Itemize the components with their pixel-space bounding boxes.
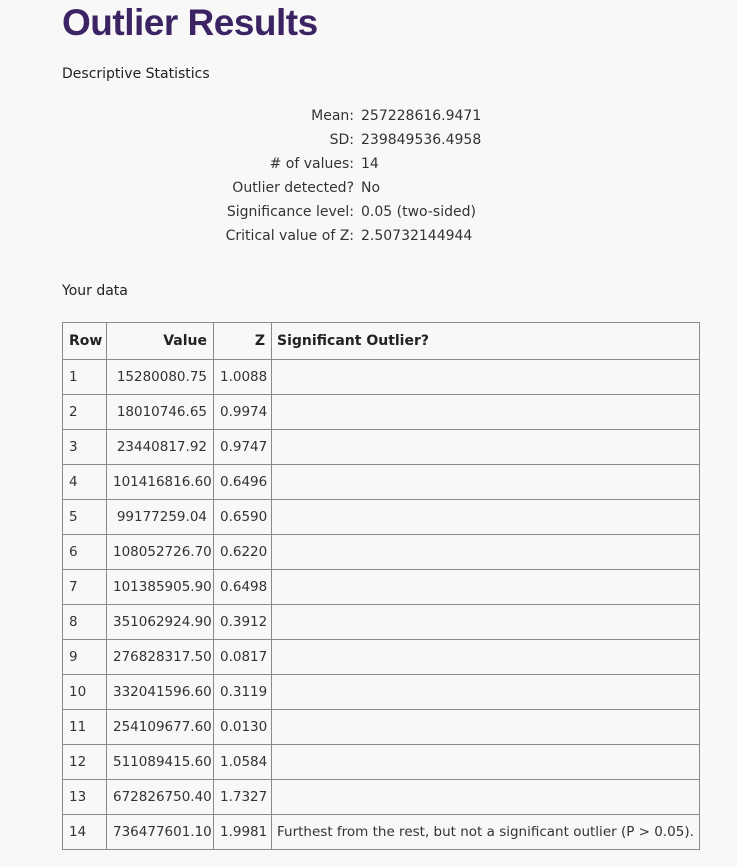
cell-row: 6 <box>63 535 107 570</box>
table-row <box>63 815 700 850</box>
header-value: Value <box>107 323 214 360</box>
stat-value: 239849536.4958 <box>361 132 482 148</box>
cell-row: 7 <box>63 570 107 605</box>
cell-row: 11 <box>63 710 107 745</box>
cell-value: 23440817.92 <box>107 430 214 465</box>
stat-value: No <box>361 180 381 196</box>
cell-row: 5 <box>63 500 107 535</box>
stat-label: Critical value of Z: <box>225 228 354 244</box>
cell-value: 511089415.60 <box>107 745 214 780</box>
cell-row: 12 <box>63 745 107 780</box>
table-row <box>63 780 700 815</box>
table-row <box>63 500 700 535</box>
cell-significant-outlier <box>272 570 700 605</box>
cell-row: 14 <box>63 815 107 850</box>
stat-label: # of values: <box>269 156 354 172</box>
table-row <box>63 605 700 640</box>
descriptive-stats-table <box>200 104 481 248</box>
cell-row: 2 <box>63 395 107 430</box>
table-row <box>63 430 700 465</box>
cell-significant-outlier <box>272 605 700 640</box>
cell-significant-outlier <box>272 395 700 430</box>
cell-value: 99177259.04 <box>107 500 214 535</box>
cell-significant-outlier <box>272 640 700 675</box>
cell-significant-outlier <box>272 360 700 395</box>
cell-value: 108052726.70 <box>107 535 214 570</box>
cell-value: 351062924.90 <box>107 605 214 640</box>
cell-significant-outlier <box>272 500 700 535</box>
cell-significant-outlier <box>272 465 700 500</box>
table-row <box>63 710 700 745</box>
cell-z: 0.3119 <box>214 675 272 710</box>
cell-value: 672826750.40 <box>107 780 214 815</box>
cell-significant-outlier <box>272 430 700 465</box>
cell-row: 8 <box>63 605 107 640</box>
stat-row <box>200 224 481 248</box>
stat-value: 14 <box>361 156 379 172</box>
table-row <box>63 570 700 605</box>
cell-row: 9 <box>63 640 107 675</box>
cell-z: 0.6590 <box>214 500 272 535</box>
cell-significant-outlier <box>272 710 700 745</box>
cell-z: 0.6220 <box>214 535 272 570</box>
cell-value: 101416816.60 <box>107 465 214 500</box>
stat-value: 257228616.9471 <box>361 108 482 124</box>
table-row <box>63 675 700 710</box>
cell-significant-outlier: Furthest from the rest, but not a significant outlier (P > 0.05). <box>272 815 700 850</box>
cell-z: 1.7327 <box>214 780 272 815</box>
stat-row <box>200 176 481 200</box>
stat-label: Outlier detected? <box>232 180 354 196</box>
cell-value: 18010746.65 <box>107 395 214 430</box>
cell-z: 0.0817 <box>214 640 272 675</box>
stat-label: Mean: <box>311 108 354 124</box>
stat-value: 2.50732144944 <box>361 228 473 244</box>
cell-z: 1.0584 <box>214 745 272 780</box>
cell-row: 1 <box>63 360 107 395</box>
table-row <box>63 360 700 395</box>
cell-value: 332041596.60 <box>107 675 214 710</box>
header-significant-outlier: Significant Outlier? <box>272 323 700 360</box>
cell-value: 15280080.75 <box>107 360 214 395</box>
table-row <box>63 395 700 430</box>
cell-z: 0.9974 <box>214 395 272 430</box>
cell-z: 0.9747 <box>214 430 272 465</box>
your-data-heading: Your data <box>62 283 128 299</box>
cell-z: 1.0088 <box>214 360 272 395</box>
stat-row <box>200 128 481 152</box>
table-header-row <box>63 323 700 360</box>
cell-row: 10 <box>63 675 107 710</box>
cell-value: 736477601.10 <box>107 815 214 850</box>
stat-row <box>200 200 481 224</box>
data-table <box>62 322 700 850</box>
cell-significant-outlier <box>272 675 700 710</box>
cell-row: 13 <box>63 780 107 815</box>
cell-significant-outlier <box>272 535 700 570</box>
cell-significant-outlier <box>272 780 700 815</box>
table-row <box>63 465 700 500</box>
cell-value: 276828317.50 <box>107 640 214 675</box>
stat-value: 0.05 (two-sided) <box>361 204 476 220</box>
cell-z: 1.9981 <box>214 815 272 850</box>
cell-row: 4 <box>63 465 107 500</box>
stat-row <box>200 152 481 176</box>
stat-row <box>200 104 481 128</box>
cell-z: 0.6498 <box>214 570 272 605</box>
stat-label: SD: <box>329 132 354 148</box>
cell-row: 3 <box>63 430 107 465</box>
cell-value: 101385905.90 <box>107 570 214 605</box>
cell-z: 0.3912 <box>214 605 272 640</box>
stat-label: Significance level: <box>226 204 354 220</box>
cell-value: 254109677.60 <box>107 710 214 745</box>
cell-z: 0.0130 <box>214 710 272 745</box>
header-z: Z <box>214 323 272 360</box>
table-row <box>63 745 700 780</box>
page-title: Outlier Results <box>62 2 318 43</box>
header-row: Row <box>63 323 107 360</box>
table-row <box>63 535 700 570</box>
cell-significant-outlier <box>272 745 700 780</box>
descriptive-statistics-heading: Descriptive Statistics <box>62 66 210 82</box>
table-row <box>63 640 700 675</box>
cell-z: 0.6496 <box>214 465 272 500</box>
